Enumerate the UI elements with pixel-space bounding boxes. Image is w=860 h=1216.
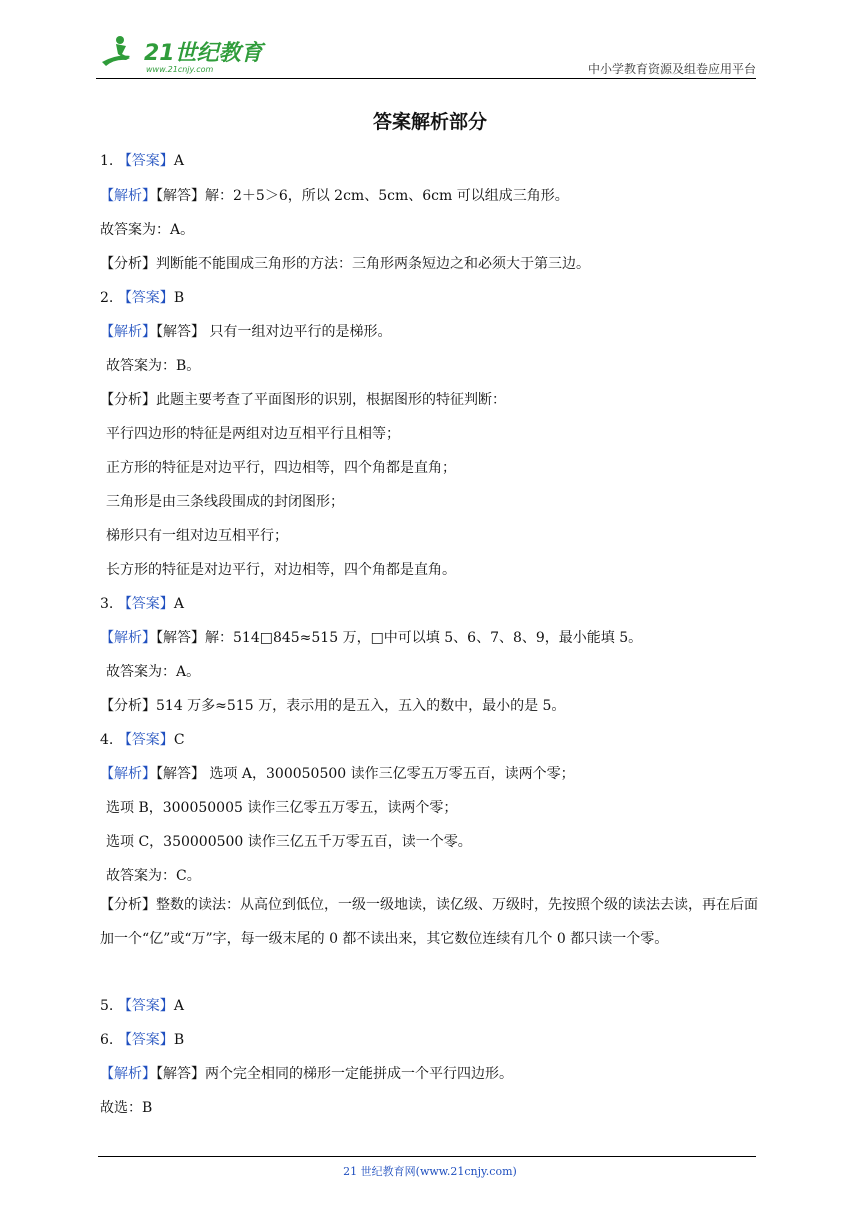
explanation-text: 【解答】 只有一组对边平行的是梯形。 bbox=[156, 324, 392, 340]
question-number: 1. bbox=[100, 153, 118, 169]
text-line: 选项 B，300050005 读作三亿零五万零五，读两个零； bbox=[106, 800, 458, 816]
text-line: 平行四边形的特征是两组对边互相平行且相等； bbox=[106, 426, 400, 442]
question-answer-line bbox=[100, 729, 760, 751]
explanation-tag: 【解析】 bbox=[100, 766, 156, 782]
text-line: 故答案为：B。 bbox=[106, 358, 201, 374]
answer-tag: 【答案】 bbox=[117, 596, 174, 612]
explanation-line bbox=[100, 763, 760, 785]
header-divider bbox=[96, 78, 756, 79]
text-line: 【分析】514 万多≈515 万，表示用的是五入，五入的数中，最小的是 5。 bbox=[100, 698, 566, 714]
answer-tag: 【答案】 bbox=[117, 732, 174, 748]
footer-divider bbox=[98, 1156, 756, 1157]
logo-url: www.21cnjy.com bbox=[146, 65, 214, 74]
text-line: 梯形只有一组对边互相平行； bbox=[106, 528, 288, 544]
text-line: 三角形是由三条线段围成的封闭图形； bbox=[106, 494, 344, 510]
text-line: 故答案为：A。 bbox=[106, 664, 201, 680]
explanation-tag: 【解析】 bbox=[100, 630, 156, 646]
answer-tag: 【答案】 bbox=[117, 153, 174, 169]
answer-value: A bbox=[173, 596, 184, 612]
explanation-line bbox=[100, 185, 760, 207]
text-line: 【分析】此题主要考查了平面图形的识别，根据图形的特征判断： bbox=[100, 392, 506, 408]
text-line: 故答案为：A。 bbox=[100, 222, 195, 238]
answer-value: B bbox=[173, 1032, 185, 1048]
question-answer-line bbox=[100, 995, 760, 1017]
answer-tag: 【答案】 bbox=[117, 290, 174, 306]
text-line: 【分析】判断能不能围成三角形的方法：三角形两条短边之和必须大于第三边。 bbox=[100, 256, 590, 272]
question-answer-line bbox=[100, 150, 760, 172]
text-line: 长方形的特征是对边平行，对边相等，四个角都是直角。 bbox=[106, 562, 456, 578]
explanation-text: 【解答】解：2＋5＞6，所以 2cm、5cm、6cm 可以组成三角形。 bbox=[156, 188, 569, 204]
text-line: 正方形的特征是对边平行，四边相等，四个角都是直角； bbox=[106, 460, 456, 476]
explanation-text: 【解答】解：514□845≈515 万，□中可以填 5、6、7、8、9，最小能填 5。 bbox=[156, 630, 643, 646]
explanation-tag: 【解析】 bbox=[100, 1066, 156, 1082]
text-line: 故答案为：C。 bbox=[106, 868, 201, 884]
footer-text: 21 世纪教育网(www.21cnjy.com) bbox=[343, 1165, 517, 1178]
explanation-line bbox=[100, 321, 760, 343]
question-answer-line bbox=[100, 287, 760, 309]
text-line: 故选：B bbox=[100, 1100, 153, 1116]
answer-value: A bbox=[173, 153, 184, 169]
answer-tag: 【答案】 bbox=[117, 998, 174, 1014]
question-number: 4. bbox=[100, 732, 118, 748]
answer-tag: 【答案】 bbox=[117, 1032, 174, 1048]
explanation-tag: 【解析】 bbox=[100, 324, 156, 340]
text-line: 选项 C，350000500 读作三亿五千万零五百，读一个零。 bbox=[106, 834, 472, 850]
platform-name: 中小学教育资源及组卷应用平台 bbox=[587, 62, 756, 76]
explanation-text: 【解答】 选项 A，300050500 读作三亿零五万零五百，读两个零； bbox=[156, 766, 575, 782]
answer-value: B bbox=[173, 290, 185, 306]
logo-text: 21世纪教育 bbox=[144, 41, 263, 66]
explanation-line bbox=[100, 627, 760, 649]
question-answer-line bbox=[100, 593, 760, 615]
question-number: 6. bbox=[100, 1032, 118, 1048]
question-number: 3. bbox=[100, 596, 118, 612]
question-number: 5. bbox=[100, 998, 118, 1014]
explanation-line bbox=[100, 1063, 760, 1085]
answer-value: C bbox=[173, 732, 185, 748]
text-line: 【分析】整数的读法：从高位到低位，一级一级地读，读亿级、万级时，先按照个级的读法去读，再在后面加一个“亿”或“万”字，每一级末尾的 0 都不读出来，其它数位连续有几个 0 都只读一个零。 bbox=[100, 897, 758, 947]
question-number: 2. bbox=[100, 290, 118, 306]
explanation-tag: 【解析】 bbox=[100, 188, 156, 204]
page-header bbox=[96, 32, 756, 80]
answer-value: A bbox=[173, 998, 184, 1014]
explanation-text: 【解答】两个完全相同的梯形一定能拼成一个平行四边形。 bbox=[156, 1066, 513, 1082]
question-answer-line bbox=[100, 1029, 760, 1051]
page-title: 答案解析部分 bbox=[372, 111, 487, 133]
site-logo bbox=[96, 32, 266, 76]
